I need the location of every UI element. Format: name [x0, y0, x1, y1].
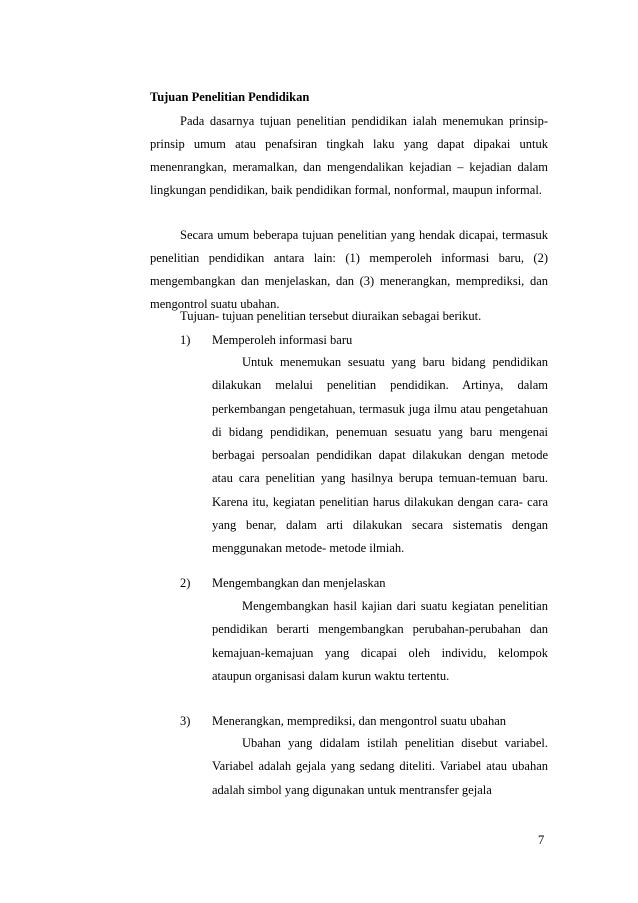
section-heading: Tujuan Penelitian Pendidikan [150, 90, 310, 104]
paragraph-general-aims: Secara umum beberapa tujuan penelitian yang hendak dicapai, termasuk penelitian pendidikan antara lain: (1) memperoleh informasi baru, (2) mengembangkan dan menjelaskan, dan (3) menerangkan, memprediksi, dan mengontrol suatu ubahan. [150, 228, 548, 311]
list-item-body: Ubahan yang didalam istilah penelitian disebut variabel. Variabel adalah gejala yang sedang diteliti. Variabel atau ubahan adalah simbol yang digunakan untuk mentransfer gejala [212, 736, 548, 797]
list-item-body: Untuk menemukan sesuatu yang baru bidang pendidikan dilakukan melalui penelitian pendidikan. Artinya, dalam perkembangan pengetahuan, termasuk juga ilmu atau pengetahuan di bidang pendidikan, penemuan sesuatu yang baru mengenai berbagai persoalan pendidikan dapat dilakukan dengan metode atau cara penelitian yang hasilnya berupa temuan-temuan baru. Karena itu, kegiatan penelitian harus dilakukan dengan cara- cara yang benar, dalam arti dilakukan secara sistematis dengan menggunakan metode- metode ilmiah. [212, 355, 548, 556]
list-item-title: Memperoleh informasi baru [212, 333, 353, 347]
list-item-body: Mengembangkan hasil kajian dari suatu kegiatan penelitian pendidikan berarti mengembangkan perubahan-perubahan dan kemajuan-kemajuan yang dicapai oleh individu, kelompok ataupun organisasi dalam kurun waktu tertentu. [212, 599, 548, 683]
list-item-number: 1) [180, 333, 191, 347]
list-item-number: 3) [180, 714, 191, 728]
list-item-title: Menerangkan, memprediksi, dan mengontrol suatu ubahan [212, 714, 507, 728]
paragraph-purpose: Pada dasarnya tujuan penelitian pendidikan ialah menemukan prinsip-prinsip umum atau penafsiran tingkah laku yang dapat dipakai untuk menenrangkan, meramalkan, dan mengendalikan kejadian – kejadian dalam lingkungan pendidikan, baik pendidikan formal, nonformal, maupun informal. [150, 114, 548, 197]
paragraph-intro-list: Tujuan- tujuan penelitian tersebut diuraikan sebagai berikut. [180, 309, 482, 323]
list-item-number: 2) [180, 576, 191, 590]
list-item-title: Mengembangkan dan menjelaskan [212, 576, 386, 590]
page-number: 7 [538, 833, 545, 847]
